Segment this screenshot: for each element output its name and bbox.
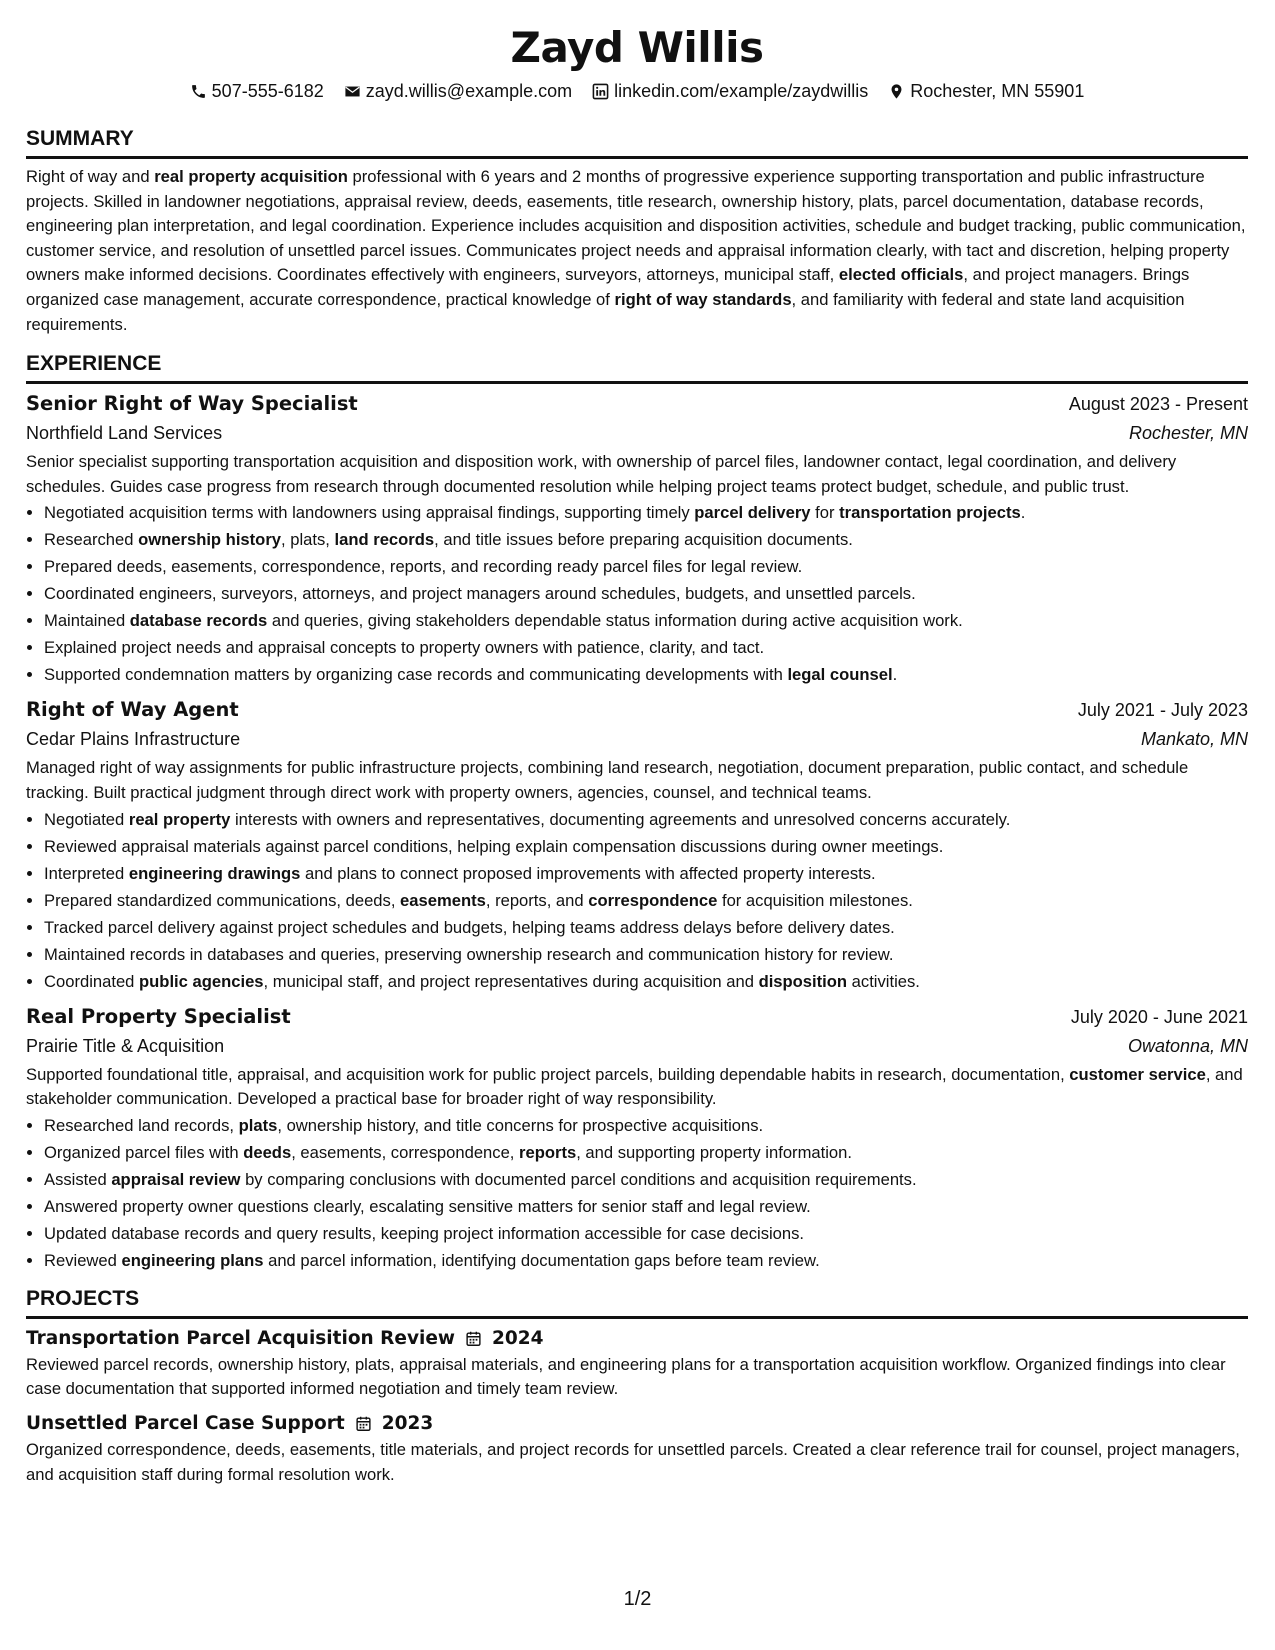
phone-icon	[190, 83, 207, 100]
section-divider	[26, 156, 1248, 159]
bold-keyword: easements	[400, 890, 486, 910]
job-entry	[26, 696, 1248, 994]
bold-keyword: right of way standards	[614, 289, 792, 309]
job-location: Owatonna, MN	[1127, 1035, 1248, 1056]
bullet-item: • Interpreted engineering drawings and plans to connect proposed improvements with affected property interests.	[44, 860, 1248, 887]
job-bullets	[26, 806, 1248, 995]
bold-keyword: engineering plans	[121, 1250, 264, 1270]
linkedin-text: linkedin.com/example/zaydwillis	[614, 81, 869, 101]
section-title-projects: PROJECTS	[26, 1286, 140, 1310]
job-company: Prairie Title & Acquisition	[26, 1035, 225, 1056]
bold-keyword: ownership history	[138, 530, 282, 550]
contact-email[interactable]	[344, 80, 572, 102]
job-title: Right of Way Agent	[26, 698, 239, 722]
bold-keyword: database records	[129, 611, 268, 631]
project-title: Unsettled Parcel Case Support	[26, 1412, 345, 1434]
bullet-item: • Prepared standardized communications, deeds, easements, reports, and correspondence for acquisition milestones.	[44, 887, 1248, 914]
page-number: 1/2	[623, 1588, 652, 1610]
map-pin-icon	[888, 83, 905, 100]
bullet-item: • Researched ownership history, plats, land records, and title issues before preparing acquisition documents.	[44, 526, 1248, 553]
bold-keyword: public agencies	[139, 971, 264, 991]
section-title-experience: EXPERIENCE	[26, 352, 162, 376]
contact-location	[888, 80, 1084, 102]
bold-keyword: real property	[128, 809, 231, 829]
job-bullets	[26, 1112, 1248, 1274]
project-entry	[26, 1410, 1248, 1487]
bullet-item: • Tracked parcel delivery against project schedules and budgets, helping teams address delays before delivery dates.	[44, 914, 1248, 941]
job-company: Cedar Plains Infrastructure	[26, 729, 241, 750]
bullet-item: • Updated database records and query results, keeping project information accessible for case decisions.	[44, 1220, 1248, 1247]
section-divider	[26, 1316, 1248, 1319]
bold-keyword: correspondence	[588, 890, 718, 910]
job-dates: July 2021 - July 2023	[1077, 700, 1248, 721]
contact-phone[interactable]	[190, 80, 324, 102]
location-text: Rochester, MN 55901	[910, 81, 1085, 101]
bold-keyword: deeds	[243, 1142, 292, 1162]
bullet-item: • Supported condemnation matters by organizing case records and communicating developments with legal counsel.	[44, 661, 1248, 688]
bullet-item: • Negotiated real property interests with owners and representatives, documenting agreements and unresolved concerns accurately.	[44, 806, 1248, 833]
summary-section	[26, 126, 1248, 337]
job-bullets	[26, 499, 1248, 688]
bullet-item: • Negotiated acquisition terms with landowners using appraisal findings, supporting timely parcel delivery for transportation projects.	[44, 499, 1248, 526]
bullet-item: • Explained project needs and appraisal concepts to property owners with patience, clarity, and tact.	[44, 634, 1248, 661]
contact-linkedin[interactable]	[592, 80, 868, 102]
envelope-icon	[344, 83, 361, 100]
experience-section	[26, 351, 1248, 1274]
job-description: Managed right of way assignments for public infrastructure projects, combining land research, negotiation, document preparation, public contact, and schedule tracking. Built practical judgment through direct work with property owners, agencies, counsel, and technical teams.	[26, 758, 1189, 802]
resume-page	[26, 0, 1248, 1487]
job-description: Supported foundational title, appraisal, and acquisition work for public project parcels, building dependable habits in research, documentation, customer service, and stakeholder communication. Developed a practical base for broader right of way responsibility.	[26, 1064, 1243, 1109]
calendar-icon	[465, 1330, 482, 1347]
job-entry	[26, 1003, 1248, 1274]
linkedin-icon	[592, 83, 609, 100]
bullet-item: • Maintained records in databases and queries, preserving ownership research and communication history for review.	[44, 941, 1248, 968]
section-title-summary: SUMMARY	[26, 127, 134, 150]
summary-text: Right of way and real property acquisition professional with 6 years and 2 months of progressive experience supporting transportation and public infrastructure projects. Skilled in landowner negotiations, appraisal review, deeds, easements, title research, ownership history, plats, parcel documentation, database records, engineering plan interpretation, and legal coordination. Experience includes acquisition and disposition activities, schedule and budget tracking, public communication, customer service, and resolution of unsettled parcel issues. Communicates project needs and appraisal information clearly, with tact and discretion, helping property owners make informed decisions. Coordinates effectively with engineers, surveyors, attorneys, municipal staff, elected officials, and project managers. Brings organized case management, accurate correspondence, practical knowledge of right of way standards, and familiarity with federal and state land acquisition requirements.	[26, 167, 1246, 334]
job-title: Real Property Specialist	[26, 1004, 291, 1028]
job-title: Senior Right of Way Specialist	[26, 392, 358, 416]
phone-text: 507-555-6182	[211, 81, 324, 101]
project-year: 2024	[491, 1328, 544, 1350]
bold-keyword: real property acquisition	[154, 167, 348, 186]
bold-keyword: plats	[238, 1115, 278, 1135]
job-company: Northfield Land Services	[26, 423, 223, 444]
projects-section	[26, 1286, 1248, 1487]
bold-keyword: engineering drawings	[128, 863, 301, 883]
bullet-item: • Maintained database records and queries, giving stakeholders dependable status information during active acquisition work.	[44, 607, 1248, 634]
job-location: Rochester, MN	[1128, 423, 1248, 444]
job-entry	[26, 390, 1248, 688]
section-divider	[26, 381, 1248, 384]
project-title: Transportation Parcel Acquisition Review	[26, 1327, 455, 1349]
project-description: Reviewed parcel records, ownership history, plats, appraisal materials, and engineering plans for a transportation acquisition workflow. Organized findings into clear case documentation that supported informed negotiation and timely team review.	[26, 1354, 1226, 1399]
project-year: 2023	[381, 1413, 434, 1435]
bullet-item: • Answered property owner questions clearly, escalating sensitive matters for senior staff and legal review.	[44, 1193, 1248, 1220]
job-location: Mankato, MN	[1140, 729, 1248, 750]
candidate-name: Zayd Willis	[510, 23, 764, 72]
email-text: zayd.willis@example.com	[365, 81, 573, 101]
bullet-item: • Assisted appraisal review by comparing conclusions with documented parcel conditions and acquisition requirements.	[44, 1166, 1248, 1193]
bullet-item: • Prepared deeds, easements, correspondence, reports, and recording ready parcel files for legal review.	[44, 553, 1248, 580]
bullet-item: • Reviewed engineering plans and parcel information, identifying documentation gaps before team review.	[44, 1247, 1248, 1274]
bold-keyword: legal counsel	[787, 665, 893, 685]
job-dates: July 2020 - June 2021	[1070, 1006, 1248, 1027]
bold-keyword: elected officials	[838, 265, 964, 285]
project-description: Organized correspondence, deeds, easements, title materials, and project records for unsettled parcels. Created a clear reference trail for counsel, project managers, and acquisition staff during formal resolution work.	[26, 1439, 1240, 1484]
job-description: Senior specialist supporting transportation acquisition and disposition work, with ownership of parcel files, landowner contact, legal coordination, and delivery schedules. Guides case progress from research through documented resolution while helping project teams protect budget, schedule, and public trust.	[26, 452, 1177, 496]
bullet-item: • Researched land records, plats, ownership history, and title concerns for prospective acquisitions.	[44, 1112, 1248, 1139]
bold-keyword: disposition	[758, 971, 848, 991]
job-dates: August 2023 - Present	[1068, 394, 1248, 415]
contact-bar	[26, 80, 1248, 102]
bullet-item: • Coordinated engineers, surveyors, attorneys, and project managers around schedules, budgets, and unsettled parcels.	[44, 580, 1248, 607]
project-entry	[26, 1325, 1248, 1402]
bold-keyword: parcel delivery	[694, 503, 811, 523]
calendar-icon	[355, 1415, 372, 1432]
bullet-item: • Reviewed appraisal materials against parcel conditions, helping explain compensation discussions during owner meetings.	[44, 833, 1248, 860]
bold-keyword: customer service	[1069, 1064, 1206, 1084]
bold-keyword: appraisal review	[111, 1169, 241, 1189]
bold-keyword: land records	[334, 530, 435, 550]
bold-keyword: transportation projects	[839, 503, 1021, 523]
bullet-item: • Organized parcel files with deeds, easements, correspondence, reports, and supporting property information.	[44, 1139, 1248, 1166]
bold-keyword: reports	[519, 1142, 577, 1162]
bullet-item: • Coordinated public agencies, municipal staff, and project representatives during acquisition and disposition activities.	[44, 968, 1248, 995]
